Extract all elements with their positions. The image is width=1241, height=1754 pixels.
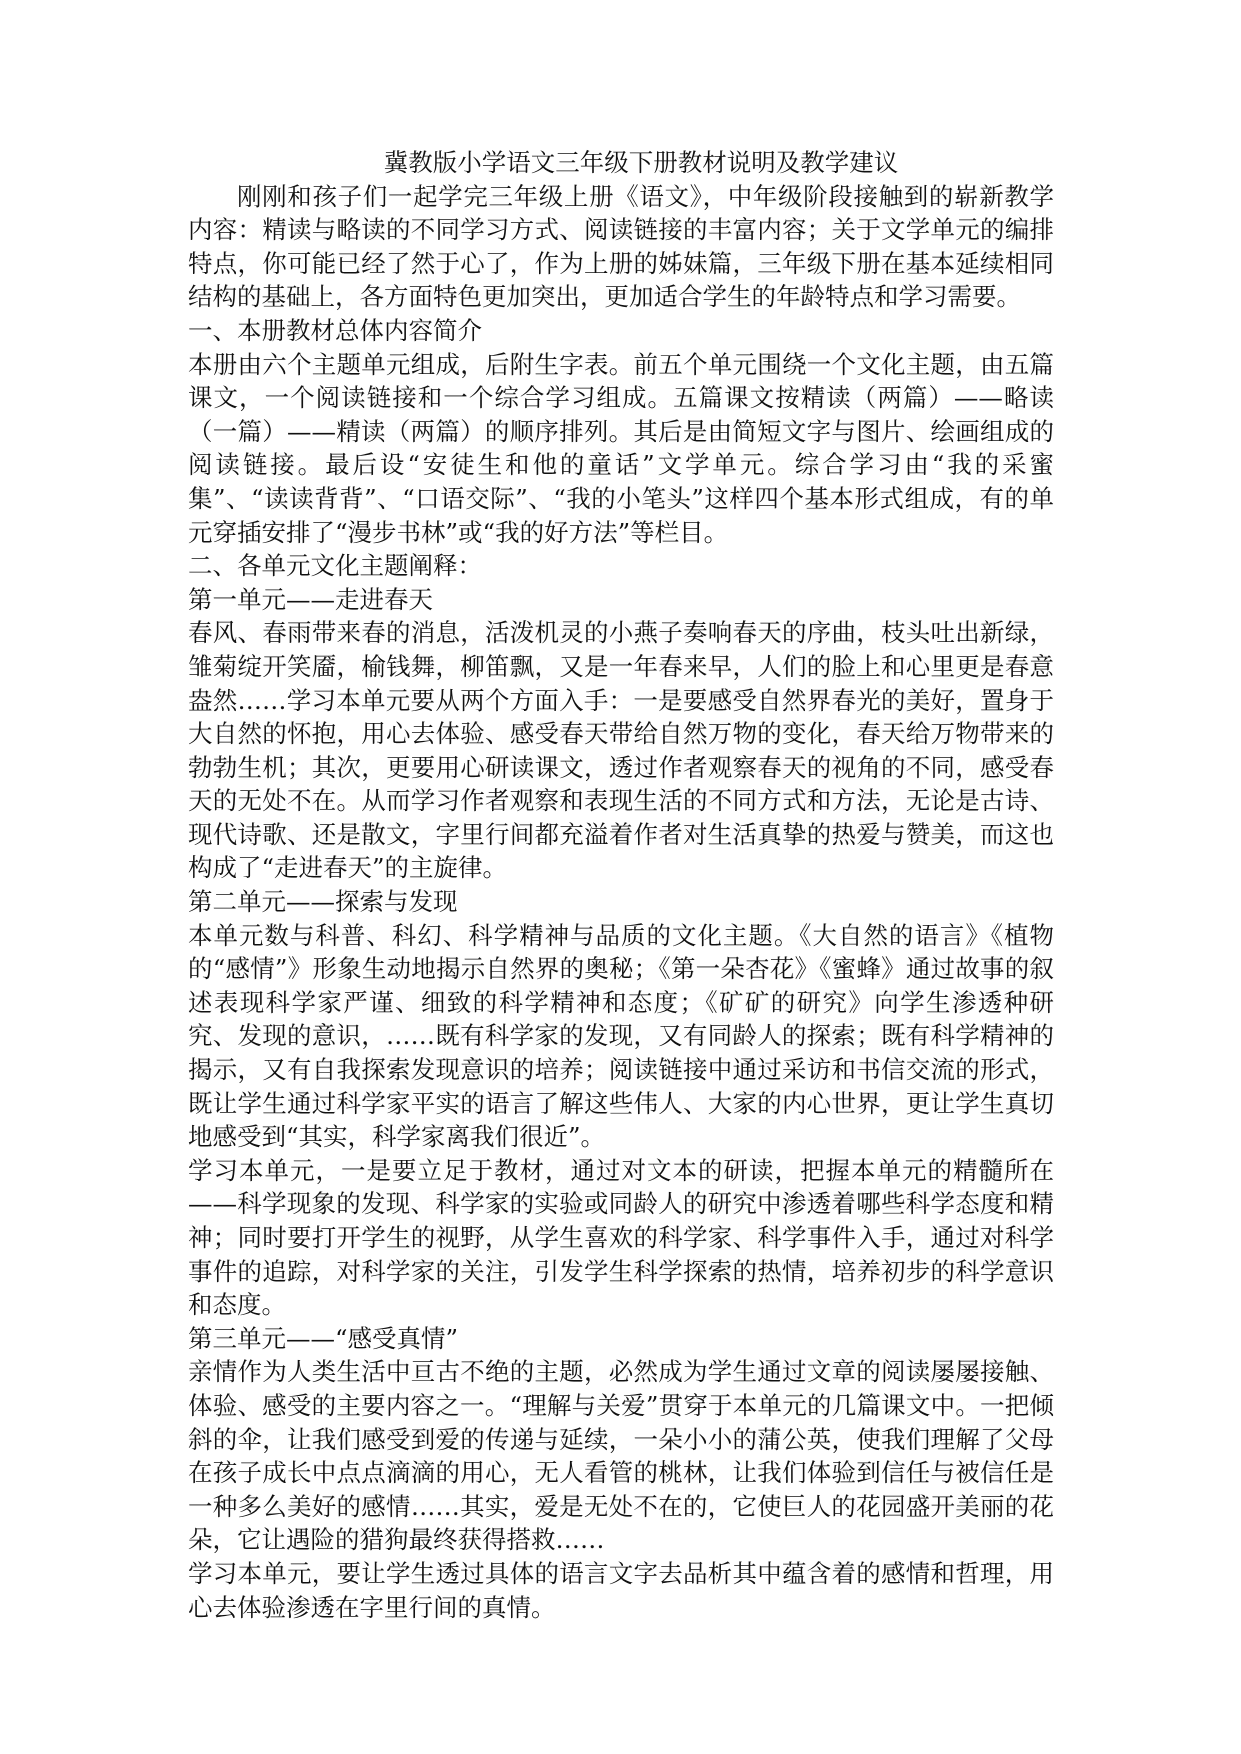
overview-paragraph: 本册由六个主题单元组成，后附生字表。前五个单元围绕一个文化主题，由五篇课文，一个阅读链接和一个综合学习组成。五篇课文按精读（两篇）——略读（一篇）——精读（两篇）的顺序排列。其后是由简短文字与图片、绘画组成的阅读链接。最后设“安徒生和他的童话”文学单元。综合学习由“我的采蜜集”、“读读背背”、“口语交际”、“我的小笔头”这样四个基本形式组成，有的单元穿插安排了“漫步书林”或“我的好方法”等栏目。 — [188, 349, 1054, 547]
unit3-paragraph-2: 学习本单元，要让学生透过具体的语言文字去品析其中蕴含着的感情和哲理，用心去体验渗透在字里行间的真情。 — [188, 1558, 1054, 1622]
section-heading-units: 二、各单元文化主题阐释： — [188, 551, 482, 581]
unit3-heading: 第三单元——“感受真情” — [188, 1323, 459, 1353]
unit3-paragraph-1: 亲情作为人类生活中亘古不绝的主题，必然成为学生通过文章的阅读屡屡接触、体验、感受的主要内容之一。“理解与关爱”贯穿于本单元的几篇课文中。一把倾斜的伞，让我们感受到爱的传递与延续，一朵小小的蒲公英，使我们理解了父母在孩子成长中点点滴滴的用心，无人看管的桃林，让我们体验到信任与被信任是一种多么美好的感情……其实，爱是无处不在的，它使巨人的花园盛开美丽的花朵，它让遇险的猎狗最终获得搭救…… — [188, 1357, 1054, 1555]
document-title: 冀教版小学语文三年级下册教材说明及教学建议 — [383, 148, 899, 177]
document-page — [188, 146, 1054, 1624]
unit1-paragraph: 春风、春雨带来春的消息，活泼机灵的小燕子奏响春天的序曲，枝头吐出新绿，雏菊绽开笑靥，榆钱舞，柳笛飘，又是一年春来早，人们的脸上和心里更是春意盎然……学习本单元要从两个方面入手：一是要感受自然界春光的美好，置身于大自然的怀抱，用心去体验、感受春天带给自然万物的变化，春天给万物带来的勃勃生机；其次，更要用心研读课文，透过作者观察春天的视角的不同，感受春天的无处不在。从而学习作者观察和表现生活的不同方式和方法，无论是古诗、现代诗歌、还是散文，字里行间都充溢着作者对生活真挚的热爱与赞美，而这也构成了“走进春天”的主旋律。 — [188, 618, 1054, 883]
section-heading-overview: 一、本册教材总体内容简介 — [188, 315, 482, 345]
intro-paragraph: 刚刚和孩子们一起学完三年级上册《语文》，中年级阶段接触到的崭新教学内容：精读与略读的不同学习方式、阅读链接的丰富内容；关于文学单元的编排特点，你可能已经了然于心了，作为上册的姊妹篇，三年级下册在基本延续相同结构的基础上，各方面特色更加突出，更加适合学生的年龄特点和学习需要。 — [188, 181, 1054, 312]
unit1-heading: 第一单元——走进春天 — [188, 584, 433, 614]
unit2-paragraph-2: 学习本单元，一是要立足于教材，通过对文本的研读，把握本单元的精髓所在——科学现象的发现、科学家的实验或同龄人的研究中渗透着哪些科学态度和精神；同时要打开学生的视野，从学生喜欢的科学家、科学事件入手，通过对科学事件的追踪，对科学家的关注，引发学生科学探索的热情，培养初步的科学意识和态度。 — [188, 1155, 1054, 1320]
unit2-paragraph-1: 本单元数与科普、科幻、科学精神与品质的文化主题。《大自然的语言》《植物的“感情”》形象生动地揭示自然界的奥秘；《第一朵杏花》《蜜蜂》通过故事的叙述表现科学家严谨、细致的科学精神和态度；《矿矿的研究》向学生渗透种研究、发现的意识，……既有科学家的发现，又有同龄人的探索；既有科学精神的揭示，又有自我探索发现意识的培养；阅读链接中通过采访和书信交流的形式，既让学生通过科学家平实的语言了解这些伟人、大家的内心世界，更让学生真切地感受到“其实，科学家离我们很近”。 — [188, 920, 1054, 1152]
unit2-heading: 第二单元——探索与发现 — [188, 887, 458, 917]
